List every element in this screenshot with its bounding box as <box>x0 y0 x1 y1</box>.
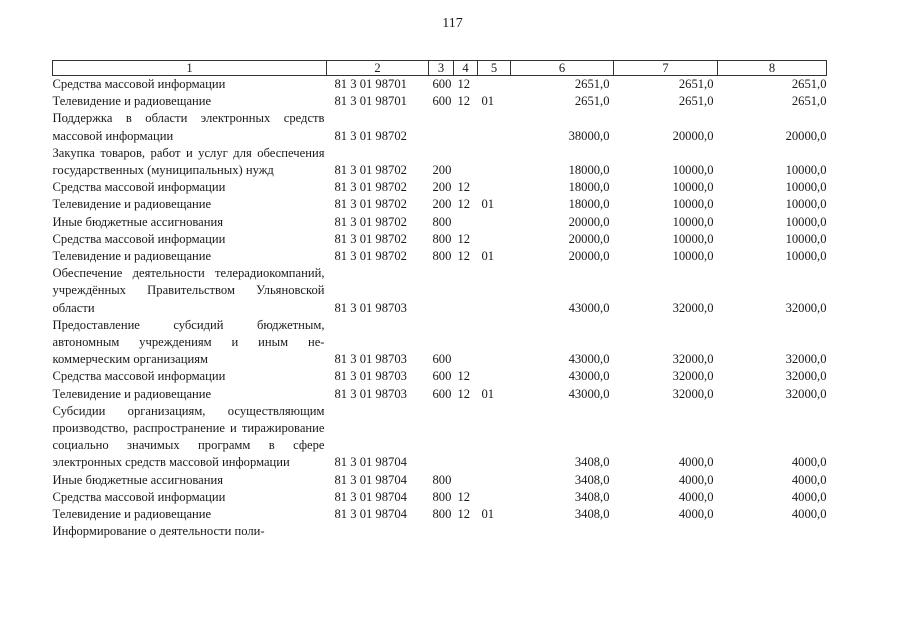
table-row <box>53 506 827 523</box>
row-amount-col-6: 18000,0 <box>568 180 610 195</box>
row-target-article-code: 81 3 01 98702 <box>334 249 407 264</box>
row-amount-col-6: 20000,0 <box>568 214 610 229</box>
row-target-article-code: 81 3 01 98701 <box>334 77 407 91</box>
row-target-article-code: 81 3 01 98702 <box>334 214 407 229</box>
row-name: Средства массовой информации <box>52 180 226 195</box>
row-expense-type-code: 600 <box>432 77 452 91</box>
row-amount-col-8: 10000,0 <box>785 180 827 195</box>
table-row <box>53 265 827 317</box>
row-amount-col-6: 3408,0 <box>574 472 610 487</box>
row-section-code <box>454 110 478 144</box>
table-row <box>53 368 827 385</box>
row-name: Закупка товаров, работ и услуг для обеспечения государственных (муниципальных) нужд <box>52 145 325 178</box>
row-name: Иные бюджетные ассигнования <box>52 472 224 487</box>
row-amount-col-8: 32000,0 <box>785 300 827 315</box>
row-section-code: 12 <box>457 180 471 195</box>
row-target-article-code <box>327 523 429 540</box>
row-section-code: 12 <box>457 249 471 264</box>
row-amount-col-8: 10000,0 <box>785 249 827 264</box>
table-row <box>53 93 827 110</box>
row-amount-col-8: 10000,0 <box>785 214 827 229</box>
row-target-article-code: 81 3 01 98703 <box>334 300 407 315</box>
row-amount-col-8: 4000,0 <box>791 507 827 522</box>
row-amount-col-7: 2651,0 <box>678 77 714 91</box>
row-target-article-code: 81 3 01 98702 <box>334 163 407 178</box>
row-expense-type-code: 200 <box>432 197 452 212</box>
header-col-6: 6 <box>511 61 614 76</box>
row-name: Информирование о деятельности поли- <box>52 524 265 539</box>
header-col-5: 5 <box>478 61 511 76</box>
row-subsection-code <box>478 523 511 540</box>
table-body <box>53 76 827 541</box>
row-amount-col-7: 10000,0 <box>672 231 714 246</box>
row-name: Обеспечение деятельности телерадиокомпаний, учреждённых Правительством Ульяновской области <box>52 266 325 315</box>
table-row <box>53 214 827 231</box>
row-amount-col-8: 32000,0 <box>785 369 827 384</box>
row-amount-col-8: 10000,0 <box>785 231 827 246</box>
budget-table <box>52 60 827 540</box>
row-section-code <box>454 145 478 179</box>
row-subsection-code <box>478 145 511 179</box>
row-amount-col-6: 43000,0 <box>568 352 610 367</box>
header-col-3: 3 <box>429 61 454 76</box>
row-target-article-code: 81 3 01 98702 <box>334 180 407 195</box>
row-subsection-code <box>478 110 511 144</box>
row-amount-col-8: 10000,0 <box>785 197 827 212</box>
row-expense-type-code <box>429 403 454 472</box>
row-expense-type-code: 800 <box>432 214 452 229</box>
row-subsection-code <box>478 214 511 231</box>
row-amount-col-6: 43000,0 <box>568 300 610 315</box>
row-amount-col-6 <box>511 523 614 540</box>
row-amount-col-6: 3408,0 <box>574 507 610 522</box>
row-amount-col-7: 4000,0 <box>678 489 714 504</box>
row-amount-col-7: 32000,0 <box>672 369 714 384</box>
row-target-article-code: 81 3 01 98703 <box>334 386 407 401</box>
header-col-1: 1 <box>53 61 327 76</box>
row-amount-col-7: 2651,0 <box>678 94 714 109</box>
row-section-code <box>454 317 478 369</box>
row-amount-col-8: 32000,0 <box>785 386 827 401</box>
row-section-code: 12 <box>457 197 471 212</box>
table-row <box>53 523 827 540</box>
row-amount-col-8: 2651,0 <box>791 94 827 109</box>
row-name: Средства массовой информации <box>52 231 226 246</box>
row-amount-col-7: 4000,0 <box>678 507 714 522</box>
row-expense-type-code: 600 <box>432 369 452 384</box>
row-amount-col-7 <box>614 523 718 540</box>
page-number: 117 <box>442 16 463 31</box>
row-subsection-code <box>478 179 511 196</box>
row-amount-col-7: 32000,0 <box>672 300 714 315</box>
table-row <box>53 317 827 369</box>
row-section-code <box>454 265 478 317</box>
header-col-4: 4 <box>454 61 478 76</box>
row-subsection-code: 01 <box>481 386 495 401</box>
row-amount-col-6: 43000,0 <box>568 369 610 384</box>
table-row <box>53 386 827 403</box>
row-section-code: 12 <box>457 369 471 384</box>
row-subsection-code: 01 <box>481 94 495 109</box>
row-subsection-code <box>478 368 511 385</box>
row-amount-col-6: 38000,0 <box>568 128 610 143</box>
table-row <box>53 403 827 472</box>
row-subsection-code <box>478 403 511 472</box>
row-amount-col-8: 32000,0 <box>785 352 827 367</box>
row-target-article-code: 81 3 01 98704 <box>334 455 407 470</box>
row-subsection-code: 01 <box>481 507 495 522</box>
row-target-article-code: 81 3 01 98702 <box>334 231 407 246</box>
row-section-code: 12 <box>457 231 471 246</box>
row-subsection-code: 01 <box>481 197 495 212</box>
row-amount-col-8 <box>718 523 827 540</box>
table-row <box>53 489 827 506</box>
row-amount-col-6: 2651,0 <box>574 94 610 109</box>
row-target-article-code: 81 3 01 98704 <box>334 489 407 504</box>
row-amount-col-7: 10000,0 <box>672 163 714 178</box>
row-amount-col-7: 10000,0 <box>672 180 714 195</box>
table-header <box>53 61 827 76</box>
row-amount-col-7: 10000,0 <box>672 214 714 229</box>
row-name: Предоставление субсидий бюджетным, автономным учреждениям и иным некоммерческим организациям <box>52 317 325 367</box>
row-name: Телевидение и радиовещание <box>52 94 212 109</box>
header-row <box>53 61 827 76</box>
table-row <box>53 196 827 213</box>
row-target-article-code: 81 3 01 98702 <box>334 128 407 143</box>
row-name: Телевидение и радиовещание <box>52 197 212 212</box>
row-subsection-code <box>478 472 511 489</box>
row-amount-col-7: 4000,0 <box>678 472 714 487</box>
row-amount-col-6: 18000,0 <box>568 197 610 212</box>
row-section-code <box>454 523 478 540</box>
row-expense-type-code: 200 <box>432 163 452 178</box>
row-amount-col-7: 20000,0 <box>672 128 714 143</box>
row-target-article-code: 81 3 01 98704 <box>334 472 407 487</box>
row-amount-col-6: 3408,0 <box>574 455 610 470</box>
row-expense-type-code: 800 <box>432 249 452 264</box>
row-expense-type-code: 800 <box>432 489 452 504</box>
table-row <box>53 472 827 489</box>
header-col-7: 7 <box>614 61 718 76</box>
row-name: Поддержка в области электронных средств массовой информации <box>52 111 325 143</box>
row-amount-col-6: 20000,0 <box>568 231 610 246</box>
row-section-code: 12 <box>457 489 471 504</box>
row-subsection-code: 01 <box>481 249 495 264</box>
row-name: Иные бюджетные ассигнования <box>52 214 224 229</box>
row-expense-type-code <box>429 265 454 317</box>
row-name: Телевидение и радиовещание <box>52 249 212 264</box>
row-name: Телевидение и радиовещание <box>52 386 212 401</box>
row-expense-type-code <box>429 110 454 144</box>
table-row <box>53 110 827 144</box>
header-col-8: 8 <box>718 61 827 76</box>
row-section-code: 12 <box>457 77 471 91</box>
row-target-article-code: 81 3 01 98703 <box>334 369 407 384</box>
row-amount-col-8: 2651,0 <box>791 77 827 91</box>
row-amount-col-8: 4000,0 <box>791 472 827 487</box>
row-section-code: 12 <box>457 507 471 522</box>
row-amount-col-8: 20000,0 <box>785 128 827 143</box>
row-name: Телевидение и радиовещание <box>52 507 212 522</box>
table-row <box>53 248 827 265</box>
header-col-2: 2 <box>327 61 429 76</box>
row-name: Субсидии организациям, осуществляющим производство, распространение и тиражирование социально значимых программ в сфере электронных средств массовой информации <box>52 403 325 470</box>
row-expense-type-code <box>429 523 454 540</box>
row-section-code: 12 <box>457 94 471 109</box>
row-amount-col-7: 4000,0 <box>678 455 714 470</box>
row-amount-col-6: 2651,0 <box>574 77 610 91</box>
table-row <box>53 179 827 196</box>
row-amount-col-8: 10000,0 <box>785 163 827 178</box>
row-amount-col-7: 32000,0 <box>672 386 714 401</box>
row-section-code <box>454 472 478 489</box>
row-expense-type-code: 200 <box>432 180 452 195</box>
row-name: Средства массовой информации <box>52 369 226 384</box>
table-row <box>53 76 827 94</box>
row-amount-col-6: 20000,0 <box>568 249 610 264</box>
row-amount-col-6: 43000,0 <box>568 386 610 401</box>
row-name: Средства массовой информации <box>52 489 226 504</box>
row-subsection-code <box>478 265 511 317</box>
row-expense-type-code: 800 <box>432 472 452 487</box>
row-amount-col-7: 10000,0 <box>672 249 714 264</box>
row-amount-col-7: 10000,0 <box>672 197 714 212</box>
row-amount-col-8: 4000,0 <box>791 455 827 470</box>
table-row <box>53 145 827 179</box>
row-target-article-code: 81 3 01 98702 <box>334 197 407 212</box>
row-subsection-code <box>478 317 511 369</box>
row-amount-col-6: 18000,0 <box>568 163 610 178</box>
row-expense-type-code: 800 <box>432 231 452 246</box>
row-amount-col-6: 3408,0 <box>574 489 610 504</box>
row-amount-col-8: 4000,0 <box>791 489 827 504</box>
row-name: Средства массовой информации <box>52 77 226 91</box>
row-expense-type-code: 800 <box>432 507 452 522</box>
row-section-code: 12 <box>457 386 471 401</box>
row-section-code <box>454 403 478 472</box>
row-target-article-code: 81 3 01 98704 <box>334 507 407 522</box>
row-expense-type-code: 600 <box>432 352 452 367</box>
table-row <box>53 231 827 248</box>
row-target-article-code: 81 3 01 98701 <box>334 94 407 109</box>
row-amount-col-7: 32000,0 <box>672 352 714 367</box>
row-subsection-code <box>478 231 511 248</box>
row-section-code <box>454 214 478 231</box>
row-expense-type-code: 600 <box>432 94 452 109</box>
row-target-article-code: 81 3 01 98703 <box>334 352 407 367</box>
row-subsection-code <box>478 489 511 506</box>
row-expense-type-code: 600 <box>432 386 452 401</box>
row-subsection-code <box>478 76 511 94</box>
